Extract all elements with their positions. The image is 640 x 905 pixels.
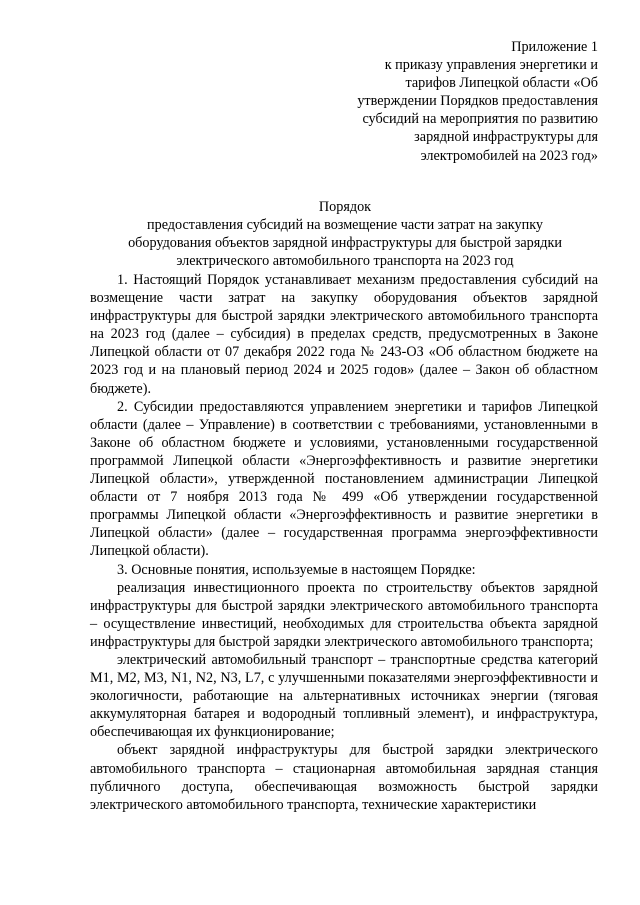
definition-electric-transport: электрический автомобильный транспорт – транспортные средства категорий M1, M2, M3, N1, N2, N3, L7, с улучшенными показателями энергоэффективности и экологичности, работающие на альтернативных источниках энергии (тяговая аккумуляторная батарея и водородный топливный элемент), и инфраструктура, обеспечивающая их функционирование;	[90, 651, 598, 741]
appendix-line: к приказу управления энергетики и	[384, 57, 598, 74]
title-line: предоставления субсидий на возмещение части затрат на закупку	[147, 217, 543, 234]
definition-charging-object: объект зарядной инфраструктуры для быстрой зарядки электрического автомобильного транспорта – стационарная автомобильная зарядная станция публичного доступа, обеспечивающая возможность быстрой зарядки электрического автомобильного транспорта, технические характеристики	[90, 742, 598, 813]
appendix-line: утверждении Порядков предоставления	[357, 93, 598, 110]
title-line: электрического автомобильного транспорта на 2023 год	[176, 253, 514, 270]
appendix-line: субсидий на мероприятия по развитию	[362, 111, 598, 128]
paragraph-2: 2. Субсидии предоставляются управлением энергетики и тарифов Липецкой области (далее – Управление) в соответствии с требованиями, установленными в Законе об областном бюджете и условиями, установленными государственной программой Липецкой области «Энергоэффективность и развитие энергетики Липецкой области», утвержденной постановлением администрации Липецкой области от 7 ноября 2013 года № 499 «Об утверждении государственной программы Липецкой области «Энергоэффективность и развитие энергетики в Липецкой области» (далее – государственная программа энергоэффективности Липецкой области).	[90, 398, 598, 560]
appendix-header	[357, 38, 598, 165]
document-title	[90, 198, 600, 270]
appendix-line: тарифов Липецкой области «Об	[405, 75, 598, 92]
paragraph-1: 1. Настоящий Порядок устанавливает механизм предоставления субсидий на возмещение части затрат на закупку оборудования объектов зарядной инфраструктуры для быстрой зарядки электрического автомобильного транспорта на 2023 год (далее – субсидия) в пределах средств, предусмотренных в Законе Липецкой области от 07 декабря 2022 года № 243-ОЗ «Об областном бюджете на 2023 год и на плановый период 2024 и 2025 годов» (далее – Закон об областном бюджете).	[90, 272, 598, 397]
appendix-line: Приложение 1	[511, 39, 598, 55]
paragraph-3: 3. Основные понятия, используемые в настоящем Порядке:	[117, 561, 476, 578]
title-heading: Порядок	[318, 199, 372, 215]
appendix-line: зарядной инфраструктуры для	[414, 129, 598, 146]
document-body	[90, 271, 598, 814]
appendix-line: электромобилей на 2023 год»	[420, 147, 598, 164]
title-line: оборудования объектов зарядной инфраструктуры для быстрой зарядки	[128, 235, 562, 252]
definition-investment-project: реализация инвестиционного проекта по строительству объектов зарядной инфраструктуры для быстрой зарядки электрического автомобильного транспорта – осуществление инвестиций, необходимых для строительства объекта зарядной инфраструктуры для быстрой зарядки электрического автомобильного транспорта;	[90, 579, 598, 650]
